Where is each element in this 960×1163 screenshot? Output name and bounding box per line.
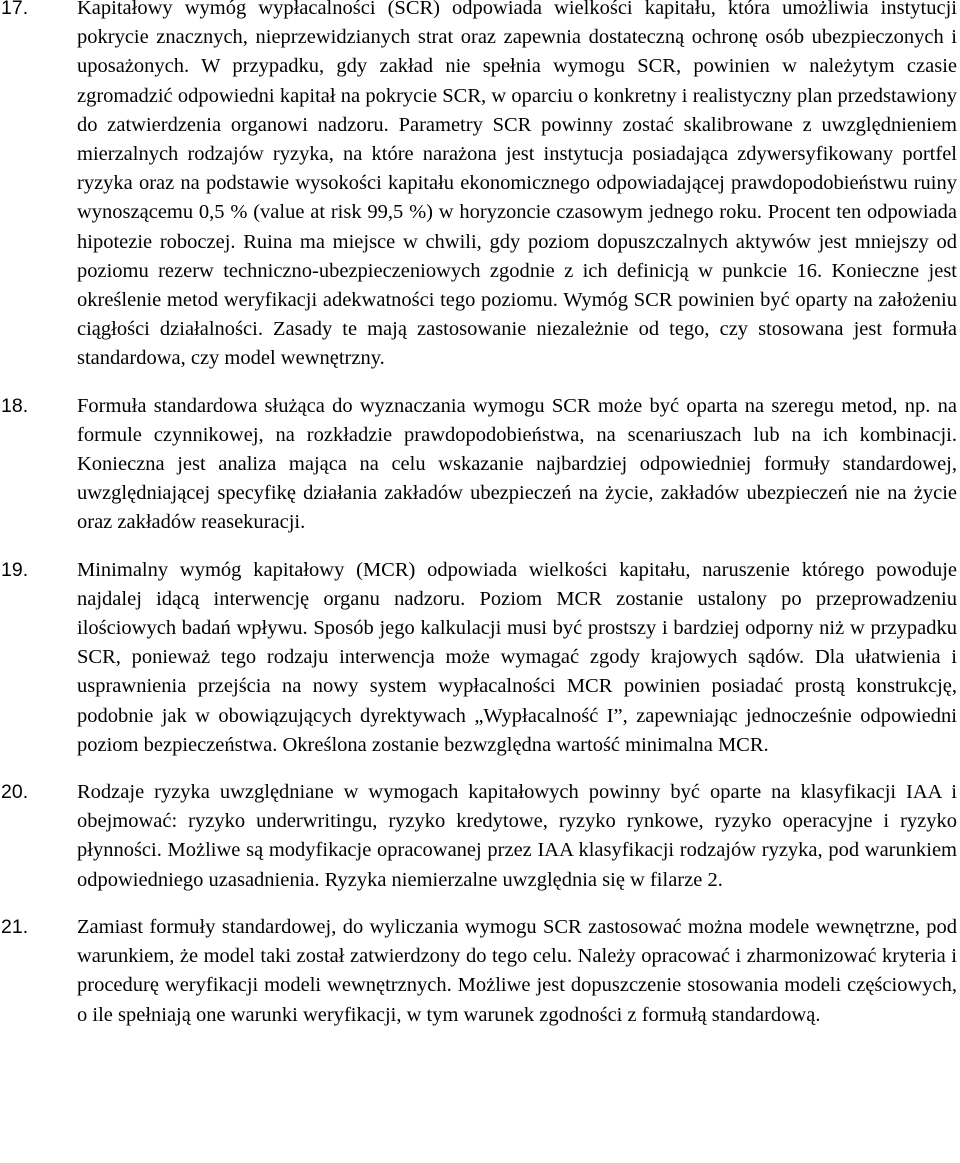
paragraph-number: 20. [1,781,29,804]
paragraph-17 [0,0,960,374]
paragraph-18 [0,392,960,538]
paragraph-text: Kapitałowy wymóg wypłacalności (SCR) odpowiada wielkości kapitału, która umożliwia instytucji pokrycie znacznych, nieprzewidzianych strat oraz zapewnia dostateczną ochronę osób ubezpieczonych i uposażonych. W przypadku, gdy zakład nie spełnia wymogu SCR, powinien w należytym czasie zgromadzić odpowiedni kapitał na pokrycie SCR, w oparciu o konkretny i realistyczny plan przedstawiony do zatwierdzenia organowi nadzoru. Parametry SCR powinny zostać skalibrowane z uwzględnieniem mierzalnych rodzajów ryzyka, na które narażona jest instytucja posiadająca zdywersyfikowany portfel ryzyka oraz na podstawie wysokości kapitału ekonomicznego odpowiadającej prawdopodobieństwu ruiny wynoszącemu 0,5 % (value at risk 99,5 %) w horyzoncie czasowym jednego roku. Procent ten odpowiada hipotezie roboczej. Ruina ma miejsce w chwili, gdy poziom dopuszczalnych aktywów jest mniejszy od poziomu rezerw techniczno-ubezpieczeniowych zgodnie z ich definicją w punkcie 16. Konieczne jest określenie metod weryfikacji adekwatności tego poziomu. Wymóg SCR powinien być oparty na założeniu ciągłości działalności. Zasady te mają zastosowanie niezależnie od tego, czy stosowana jest formuła standardowa, czy model wewnętrzny. [77,0,957,370]
paragraph-text: Minimalny wymóg kapitałowy (MCR) odpowiada wielkości kapitału, naruszenie którego powoduje najdalej idącą interwencję organu nadzoru. Poziom MCR zostanie ustalony po przeprowadzeniu ilościowych badań wpływu. Sposób jego kalkulacji musi być prostszy i bardziej odporny niż w przypadku SCR, ponieważ tego rodzaju interwencja może wymagać zgody krajowych sądów. Dla ułatwienia i usprawnienia przejścia na nowy system wypłacalności MCR powinien posiadać prostą konstrukcję, podobnie jak w obowiązujących dyrektywach „Wypłacalność I”, zapewniając jednocześnie odpowiedni poziom bezpieczeństwa. Określona zostanie bezwzględna wartość minimalna MCR. [77,558,957,756]
paragraph-19 [0,556,960,760]
paragraph-21 [0,913,960,1030]
paragraph-number: 18. [1,394,29,417]
paragraph-text: Formuła standardowa służąca do wyznaczania wymogu SCR może być oparta na szeregu metod, np. na formule czynnikowej, na rozkładzie prawdopodobieństwa, na scenariuszach lub na ich kombinacji. Konieczna jest analiza mająca na celu wskazanie najbardziej odpowiedniej formuły standardowej, uwzględniającej specyfikę działania zakładów ubezpieczeń na życie, zakładów ubezpieczeń nie na życie oraz zakładów reasekuracji. [77,394,957,534]
paragraph-text: Zamiast formuły standardowej, do wyliczania wymogu SCR zastosować można modele wewnętrzne, pod warunkiem, że model taki został zatwierdzony do tego celu. Należy opracować i zharmonizować kryteria i procedurę weryfikacji modeli wewnętrznych. Możliwe jest dopuszczenie stosowania modeli częściowych, o ile spełniają one warunki weryfikacji, w tym warunek zgodności z formułą standardową. [77,915,957,1026]
paragraph-text: Rodzaje ryzyka uwzględniane w wymogach kapitałowych powinny być oparte na klasyfikacji IAA i obejmować: ryzyko underwritingu, ryzyko kredytowe, ryzyko rynkowe, ryzyko operacyjne i ryzyko płynności. Możliwe są modyfikacje opracowanej przez IAA klasyfikacji rodzajów ryzyka, pod warunkiem odpowiedniego uzasadnienia. Ryzyka niemierzalne uwzględnia się w filarze 2. [77,781,957,891]
paragraph-number: 21. [1,915,29,938]
paragraph-number: 17. [1,0,29,19]
paragraph-number: 19. [1,558,29,581]
paragraph-20 [0,778,960,895]
